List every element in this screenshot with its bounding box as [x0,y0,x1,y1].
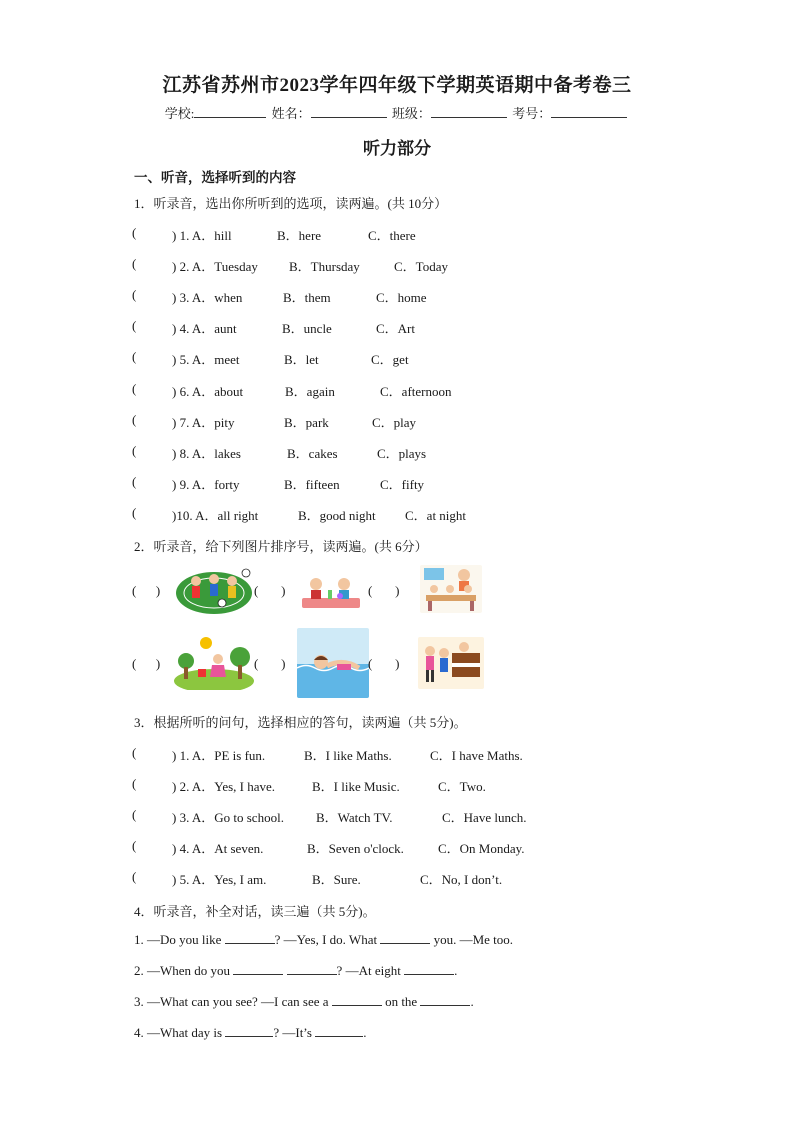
answer-paren-open[interactable]: ( [132,869,137,884]
option-c: C．at night [405,507,467,523]
answer-paren: ( ) [368,583,400,598]
option-a: ) 4. A．aunt [172,321,237,337]
school-blank [194,105,266,118]
option-c: C．Two. [438,779,486,794]
section-title: 听力部分 [363,139,431,158]
swimming-picture [297,628,369,698]
option-a: ) 7. A．pity [172,414,235,430]
option-b: B．I like Music. [312,779,400,794]
option-c: C．fifty [380,476,425,492]
option-a: ) 5. A．Yes, I am. [172,872,267,887]
answer-paren-open[interactable]: ( [132,504,137,520]
option-c: C．I have Maths. [430,748,523,763]
option-b: B．Seven o'clock. [307,841,404,856]
answer-paren-open[interactable]: ( [132,442,137,458]
answer-paren-open[interactable]: ( [132,807,137,822]
option-c: C．play [372,414,417,430]
option-b: B．Watch TV. [316,810,393,825]
option-b: B．I like Maths. [304,748,392,763]
answer-paren-open[interactable]: ( [132,380,137,396]
fill-blank[interactable] [233,963,283,975]
fill-blank[interactable] [420,994,470,1006]
option-a: ) 9. A．forty [172,476,240,492]
option-c: C．afternoon [380,383,452,399]
fill-blank[interactable] [380,932,430,944]
name-label: 姓名： [271,106,311,121]
fill-blank[interactable] [332,994,382,1006]
option-a: ) 3. A．when [172,290,243,306]
science-lab-picture [300,572,362,612]
piano-picture [418,637,484,689]
answer-paren-open[interactable]: ( [132,318,137,334]
fill-blank[interactable] [225,932,275,944]
option-a: ) 2. A．Yes, I have. [172,779,276,794]
option-c: C．Have lunch. [442,810,527,825]
part1-heading: 一、听音，选择听到的内容 [134,170,296,185]
option-a: ) 8. A．lakes [172,445,241,461]
option-c: C．home [376,290,427,306]
school-label: 学校: [164,106,195,121]
option-a: ) 2. A．Tuesday [172,259,258,275]
option-c: C．On Monday. [438,841,525,856]
option-a: ) 1. A．hill [172,228,232,243]
answer-paren-open[interactable]: ( [132,287,137,303]
q4-line-1: 1. —Do you like ? —Yes, I do. What you. —Me too. [134,932,514,947]
answer-paren-open[interactable]: ( [132,838,137,853]
option-a: )10. A．all right [172,507,259,523]
name-blank [311,105,387,118]
answer-paren: ( ) [132,583,161,598]
answer-paren-open[interactable]: ( [132,473,137,489]
q3-instruction: 3．根据所听的问句，选择相应的答句，读两遍（共 5分)。 [134,715,467,730]
park-picture [174,635,254,690]
option-b: B．cakes [287,445,338,461]
q4-line-3: 3. —What can you see? —I can see a on the . [134,994,474,1009]
answer-paren-open[interactable]: ( [132,225,137,240]
option-b: B．uncle [282,321,332,337]
option-c: C．Today [394,259,448,275]
class-blank [431,105,507,118]
answer-paren: ( ) [132,656,161,671]
exam-title: 江苏省苏州市2023学年四年级下学期英语期中备考卷三 [162,75,632,96]
option-a: ) 5. A．meet [172,352,240,368]
option-b: B．fifteen [284,476,340,492]
q4-line-2: 2. —When do you ? —At eight . [134,963,458,978]
answer-paren-open[interactable]: ( [132,411,137,427]
classroom-picture [420,565,482,613]
fill-blank[interactable] [225,1025,273,1037]
option-c: C．plays [377,445,427,461]
answer-paren: ( ) [254,583,286,598]
option-c: C．get [371,352,409,368]
option-b: B．good night [298,507,376,523]
option-b: B．park [284,414,329,430]
option-a: ) 1. A．PE is fun. [172,748,266,763]
option-b: B．let [284,352,319,368]
q1-instruction: 1．听录音，选出你所听到的选项，读两遍。(共 10分） [134,196,448,211]
class-label: 班级： [391,106,431,121]
option-b: B．here [277,228,322,243]
exam-number-blank [551,105,627,118]
option-b: B．again [285,383,335,399]
option-a: ) 3. A．Go to school. [172,810,284,825]
option-b: B．Thursday [289,259,360,275]
option-a: ) 6. A．about [172,383,244,399]
answer-paren: ( ) [254,656,286,671]
soccer-picture [174,565,254,615]
option-b: B．them [283,290,331,306]
answer-paren-open[interactable]: ( [132,745,137,760]
fill-blank[interactable] [404,963,454,975]
q4-line-4: 4. —What day is ? —It’s . [134,1025,367,1040]
option-a: ) 4. A．At seven. [172,841,264,856]
option-b: B．Sure. [312,872,361,887]
answer-paren: ( ) [368,656,400,671]
exam-number-label: 考号： [512,106,552,121]
option-c: C．Art [376,321,416,337]
answer-paren-open[interactable]: ( [132,349,137,365]
option-c: C．there [368,228,416,243]
answer-paren-open[interactable]: ( [132,776,137,791]
student-info-line [0,103,794,122]
fill-blank[interactable] [315,1025,363,1037]
q4-instruction: 4．听录音，补全对话，读三遍（共 5分)。 [134,904,376,919]
fill-blank[interactable] [287,963,337,975]
answer-paren-open[interactable]: ( [132,256,137,272]
option-c: C．No, I don’t. [420,872,503,887]
q2-instruction: 2．听录音，给下列图片排序号，读两遍。(共 6分） [134,539,428,554]
